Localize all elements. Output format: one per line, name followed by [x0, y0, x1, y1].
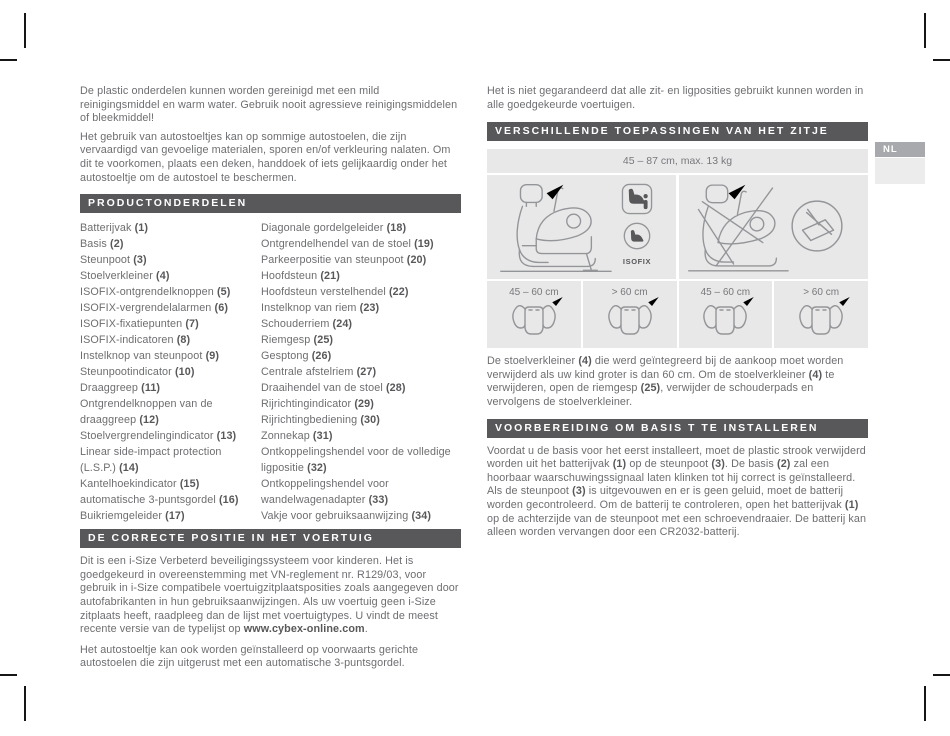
- crop-mark-top-right-v: [924, 13, 926, 48]
- part-list-item: Instelknop van riem (23): [261, 302, 380, 315]
- part-list-item: Zonnekap (31): [261, 430, 333, 443]
- section-header-voorbereiding: [487, 419, 868, 438]
- part-list-item: Centrale afstelriem (27): [261, 366, 377, 379]
- forward-belt-paragraph: Het autostoeltje kan ook worden geïnstalleerd op voorwaarts gerichte autostoelen die zijn uitgerust met een automatische 3-puntsgordel.: [80, 643, 419, 670]
- part-list-item: Diagonale gordelgeleider (18): [261, 222, 407, 235]
- section-title: VERSCHILLENDE TOEPASSINGEN VAN HET ZITJE: [495, 125, 829, 138]
- part-list-item: Ontkoppelingshendel voor wandelwagenadapter (33): [261, 478, 389, 507]
- cross-icon: [837, 294, 852, 309]
- part-list-item: Steunpootindicator (10): [80, 366, 195, 379]
- part-list-item: Linear side-impact protection (L.S.P.) (14): [80, 446, 222, 475]
- language-tab-inactive: [875, 158, 925, 184]
- part-list-item: Instelknop van steunpoot (9): [80, 350, 220, 363]
- section-header-toepassingen: [487, 122, 868, 141]
- part-list-item: automatische 3-puntsgordel (16): [80, 494, 239, 507]
- part-list-item: Kantelhoekindicator (15): [80, 478, 200, 491]
- battery-preparation-paragraph: Voordat u de basis voor het eerst installeert, moet de plastic strook verwijderd worden uit het batterijvak (1) op de steunpoot (3). De basis (2) zal een hoorbaar waarschuwingssignaal laten klinken tot hij correct is geïnstalleerd. Als de steunpoot (3) is uitgevouwen en er is geen geluid, moet de batterij worden gecontroleerd. Om de batterij te controleren, open het batterijvak (1) op de achterzijde van de steunpoot met een schroevendraaier. De batterij kan alleen worden vervangen door een CR2032-batterij.: [487, 444, 867, 539]
- crop-mark-bottom-left-h: [0, 674, 17, 676]
- section-header-productonderdelen: [80, 194, 461, 213]
- i-size-icon: [621, 183, 653, 215]
- cleaning-paragraph: De plastic onderdelen kunnen worden gereinigd met een mild reinigingsmiddel en warm water. Gebruik nooit agressieve reinigingsmiddelen of bleekmiddel!: [80, 85, 458, 125]
- part-list-item: Stoelverkleiner (4): [80, 270, 170, 283]
- part-list-item: Rijrichtingbediening (30): [261, 414, 380, 427]
- section-header-correcte-positie: [80, 529, 461, 548]
- check-icon: [741, 294, 756, 309]
- installation-row: [487, 175, 868, 279]
- crop-mark-bottom-right-v: [924, 686, 926, 721]
- part-list-item: Ontgrendelhendel van de stoel (19): [261, 238, 434, 251]
- part-list-item: Ontkoppelingshendel voor de volledige ligpositie (32): [261, 446, 451, 475]
- isofix-install-cell: [487, 175, 676, 279]
- part-list-item: ISOFIX-vergrendelalarmen (6): [80, 302, 229, 315]
- check-icon: [550, 294, 565, 309]
- belt-install-cell: [679, 175, 868, 279]
- part-list-item: Riemgesp (25): [261, 334, 334, 347]
- fit-size-label: > 60 cm: [803, 287, 840, 299]
- crop-mark-bottom-left-v: [24, 686, 26, 721]
- part-list-item: Draaggreep (11): [80, 382, 161, 395]
- fit-cell-4: [774, 281, 868, 348]
- section-title: PRODUCTONDERDELEN: [88, 197, 248, 210]
- part-list-item: Buikriemgeleider (17): [80, 510, 185, 523]
- fit-cell-2: [583, 281, 677, 348]
- language-tab-nl: NL: [875, 142, 925, 157]
- isofix-icon: [621, 221, 653, 251]
- part-list-item: ISOFIX-indicatoren (8): [80, 334, 191, 347]
- part-list-item: Gesptong (26): [261, 350, 332, 363]
- guarantee-paragraph: Het is niet gegarandeerd dat alle zit- en ligposities gebruikt kunnen worden in alle goedgekeurde voertuigen.: [487, 85, 864, 111]
- section-title: DE CORRECTE POSITIE IN HET VOERTUIG: [88, 532, 374, 545]
- crop-mark-bottom-right-h: [933, 674, 950, 676]
- part-list-item: Schouderriem (24): [261, 318, 353, 331]
- seat-protection-paragraph: Het gebruik van autostoeltjes kan op sommige autostoelen, die zijn vervaardigd van gevoelige materialen, sporen en/of verkleuring nalaten. Om dit te voorkomen, plaats een deken, handdoek of iets gelijkaardig onder het autostoeltje om de autostoel te beschermen.: [80, 130, 451, 184]
- part-list-item: Hoofdsteun verstelhendel (22): [261, 286, 409, 299]
- check-icon: [543, 180, 567, 204]
- part-list-item: Parkeerpositie van steunpoot (20): [261, 254, 427, 267]
- seat-use-table: [487, 149, 868, 348]
- approval-icons: [614, 183, 660, 266]
- crop-mark-top-left-h: [0, 59, 17, 61]
- part-list-item: Rijrichtingindicator (29): [261, 398, 374, 411]
- part-list-item: Hoofdsteun (21): [261, 270, 340, 283]
- isofix-icon-group: [621, 221, 653, 266]
- belt-seat-circle-icon: [788, 197, 846, 260]
- isofix-label: ISOFIX: [622, 257, 652, 267]
- left-column: [80, 85, 461, 676]
- section-title: VOORBEREIDING OM BASIS T TE INSTALLEREN: [495, 421, 819, 434]
- part-list-item: ISOFIX-ontgrendelknoppen (5): [80, 286, 231, 299]
- right-column: [487, 85, 868, 545]
- part-list-item: Draaihendel van de stoel (28): [261, 382, 406, 395]
- product-parts-list: [80, 220, 461, 524]
- fit-cell-1: [487, 281, 581, 348]
- fit-size-label: > 60 cm: [611, 287, 648, 299]
- check-icon: [725, 180, 749, 204]
- parts-list-column-1: [80, 220, 261, 524]
- size-weight-range: 45 – 87 cm, max. 13 kg: [487, 149, 868, 173]
- isize-approval-paragraph: Dit is een i-Size Verbeterd beveiligingssysteem voor kinderen. Het is goedgekeurd in overeenstemming met VN-reglement nr. R129/03, voor gebruik in i-Size compatibele voertuigzitplaatsposities zoals aangegeven door autofabrikanten in hun gebruiksaanwijzingen. Als uw voertuig geen i-Size zitplaats heeft, raadpleeg dan de lijst met voertuigtypes. U vindt de meest recente versie van de typelijst op www.cybex-online.com.: [80, 555, 459, 636]
- part-list-item: Ontgrendelknoppen van de draaggreep (12): [80, 398, 213, 427]
- crop-mark-top-right-h: [933, 59, 950, 61]
- fit-size-label: 45 – 60 cm: [700, 287, 751, 299]
- fit-cell-3: [679, 281, 773, 348]
- reducer-removal-paragraph: De stoelverkleiner (4) die werd geïntegreerd bij de aankoop moet worden verwijderd als uw kind groter is dan 60 cm. Om de stoelverkleiner (4) te verwijderen, open de riemgesp (25), verwijder de schouderpads en vervolgens de stoelverkleiner.: [487, 355, 844, 408]
- cross-icon: [646, 294, 661, 309]
- part-list-item: Vakje voor gebruiksaanwijzing (34): [261, 510, 432, 523]
- part-list-item: Basis (2): [80, 238, 124, 251]
- crop-mark-top-left-v: [24, 13, 26, 48]
- parts-list-column-2: [261, 220, 461, 524]
- part-list-item: Stoelvergrendelingindicator (13): [80, 430, 237, 443]
- part-list-item: Steunpoot (3): [80, 254, 147, 267]
- insert-fit-row: [487, 281, 868, 348]
- part-list-item: ISOFIX-fixatiepunten (7): [80, 318, 199, 331]
- fit-size-label: 45 – 60 cm: [509, 287, 559, 299]
- part-list-item: Batterijvak (1): [80, 222, 149, 235]
